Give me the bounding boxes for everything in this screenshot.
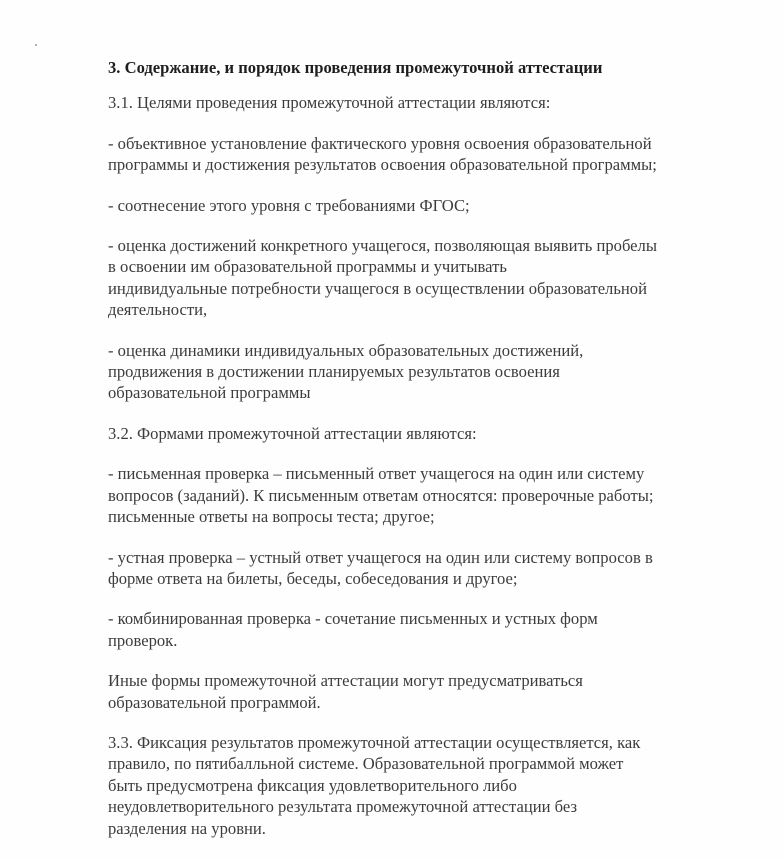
text-line: образовательной программой. (108, 692, 321, 712)
text-line: 3.1. Целями проведения промежуточной аттестации являются: (108, 93, 551, 113)
text-line: - комбинированная проверка - сочетание письменных и устных форм (108, 609, 598, 629)
text-line: 3.3. Фиксация результатов промежуточной аттестации осуществляется, как (108, 732, 641, 752)
text-line: - соотнесение этого уровня с требованиями ФГОС; (108, 195, 470, 215)
text-line: неудовлетворительного результата промежуточной аттестации без (108, 797, 577, 817)
text-line: форме ответа на билеты, беседы, собеседования и другое; (108, 568, 518, 588)
text-line: - устная проверка – устный ответ учащегося на один или систему вопросов в (108, 547, 653, 567)
paragraph-list (108, 92, 748, 839)
scan-speck (35, 44, 37, 46)
text-line: проверок. (108, 630, 178, 650)
paragraph (108, 423, 748, 444)
text-line: программы и достижения результатов освоения образовательной программы; (108, 155, 657, 175)
document-body (108, 57, 748, 858)
paragraph (108, 463, 748, 527)
text-line: образовательной программы (108, 383, 311, 403)
text-line: - оценка достижений конкретного учащегося, позволяющая выявить пробелы (108, 236, 657, 256)
paragraph (108, 195, 748, 216)
paragraph (108, 133, 748, 176)
paragraph (108, 670, 748, 713)
text-line: деятельности, (108, 300, 208, 320)
text-line: индивидуальные потребности учащегося в осуществлении образовательной (108, 278, 647, 298)
text-line: быть предусмотрена фиксация удовлетворительного либо (108, 775, 517, 795)
paragraph (108, 340, 748, 404)
paragraph (108, 732, 748, 839)
text-line: продвижения в достижении планируемых результатов освоения (108, 362, 560, 382)
paragraph (108, 92, 748, 113)
text-line: письменные ответы на вопросы теста; другое; (108, 507, 435, 527)
text-line: - объективное установление фактического уровня освоения образовательной (108, 133, 652, 153)
text-line: разделения на уровни. (108, 818, 266, 838)
text-line: - оценка динамики индивидуальных образовательных достижений, (108, 340, 584, 360)
text-line: 3.2. Формами промежуточной аттестации являются: (108, 423, 477, 443)
paragraph (108, 235, 748, 321)
text-line: правило, по пятибалльной системе. Образовательной программой может (108, 754, 624, 774)
paragraph (108, 608, 748, 651)
text-line: в освоении им образовательной программы и учитывать (108, 257, 507, 277)
text-line: вопросов (заданий). К письменным ответам относятся: проверочные работы; (108, 485, 654, 505)
paragraph (108, 547, 748, 590)
section-heading: 3. Содержание, и порядок проведения промежуточной аттестации (108, 58, 603, 77)
text-line: Иные формы промежуточной аттестации могут предусматриваться (108, 671, 583, 691)
text-line: - письменная проверка – письменный ответ учащегося на один или систему (108, 464, 645, 484)
